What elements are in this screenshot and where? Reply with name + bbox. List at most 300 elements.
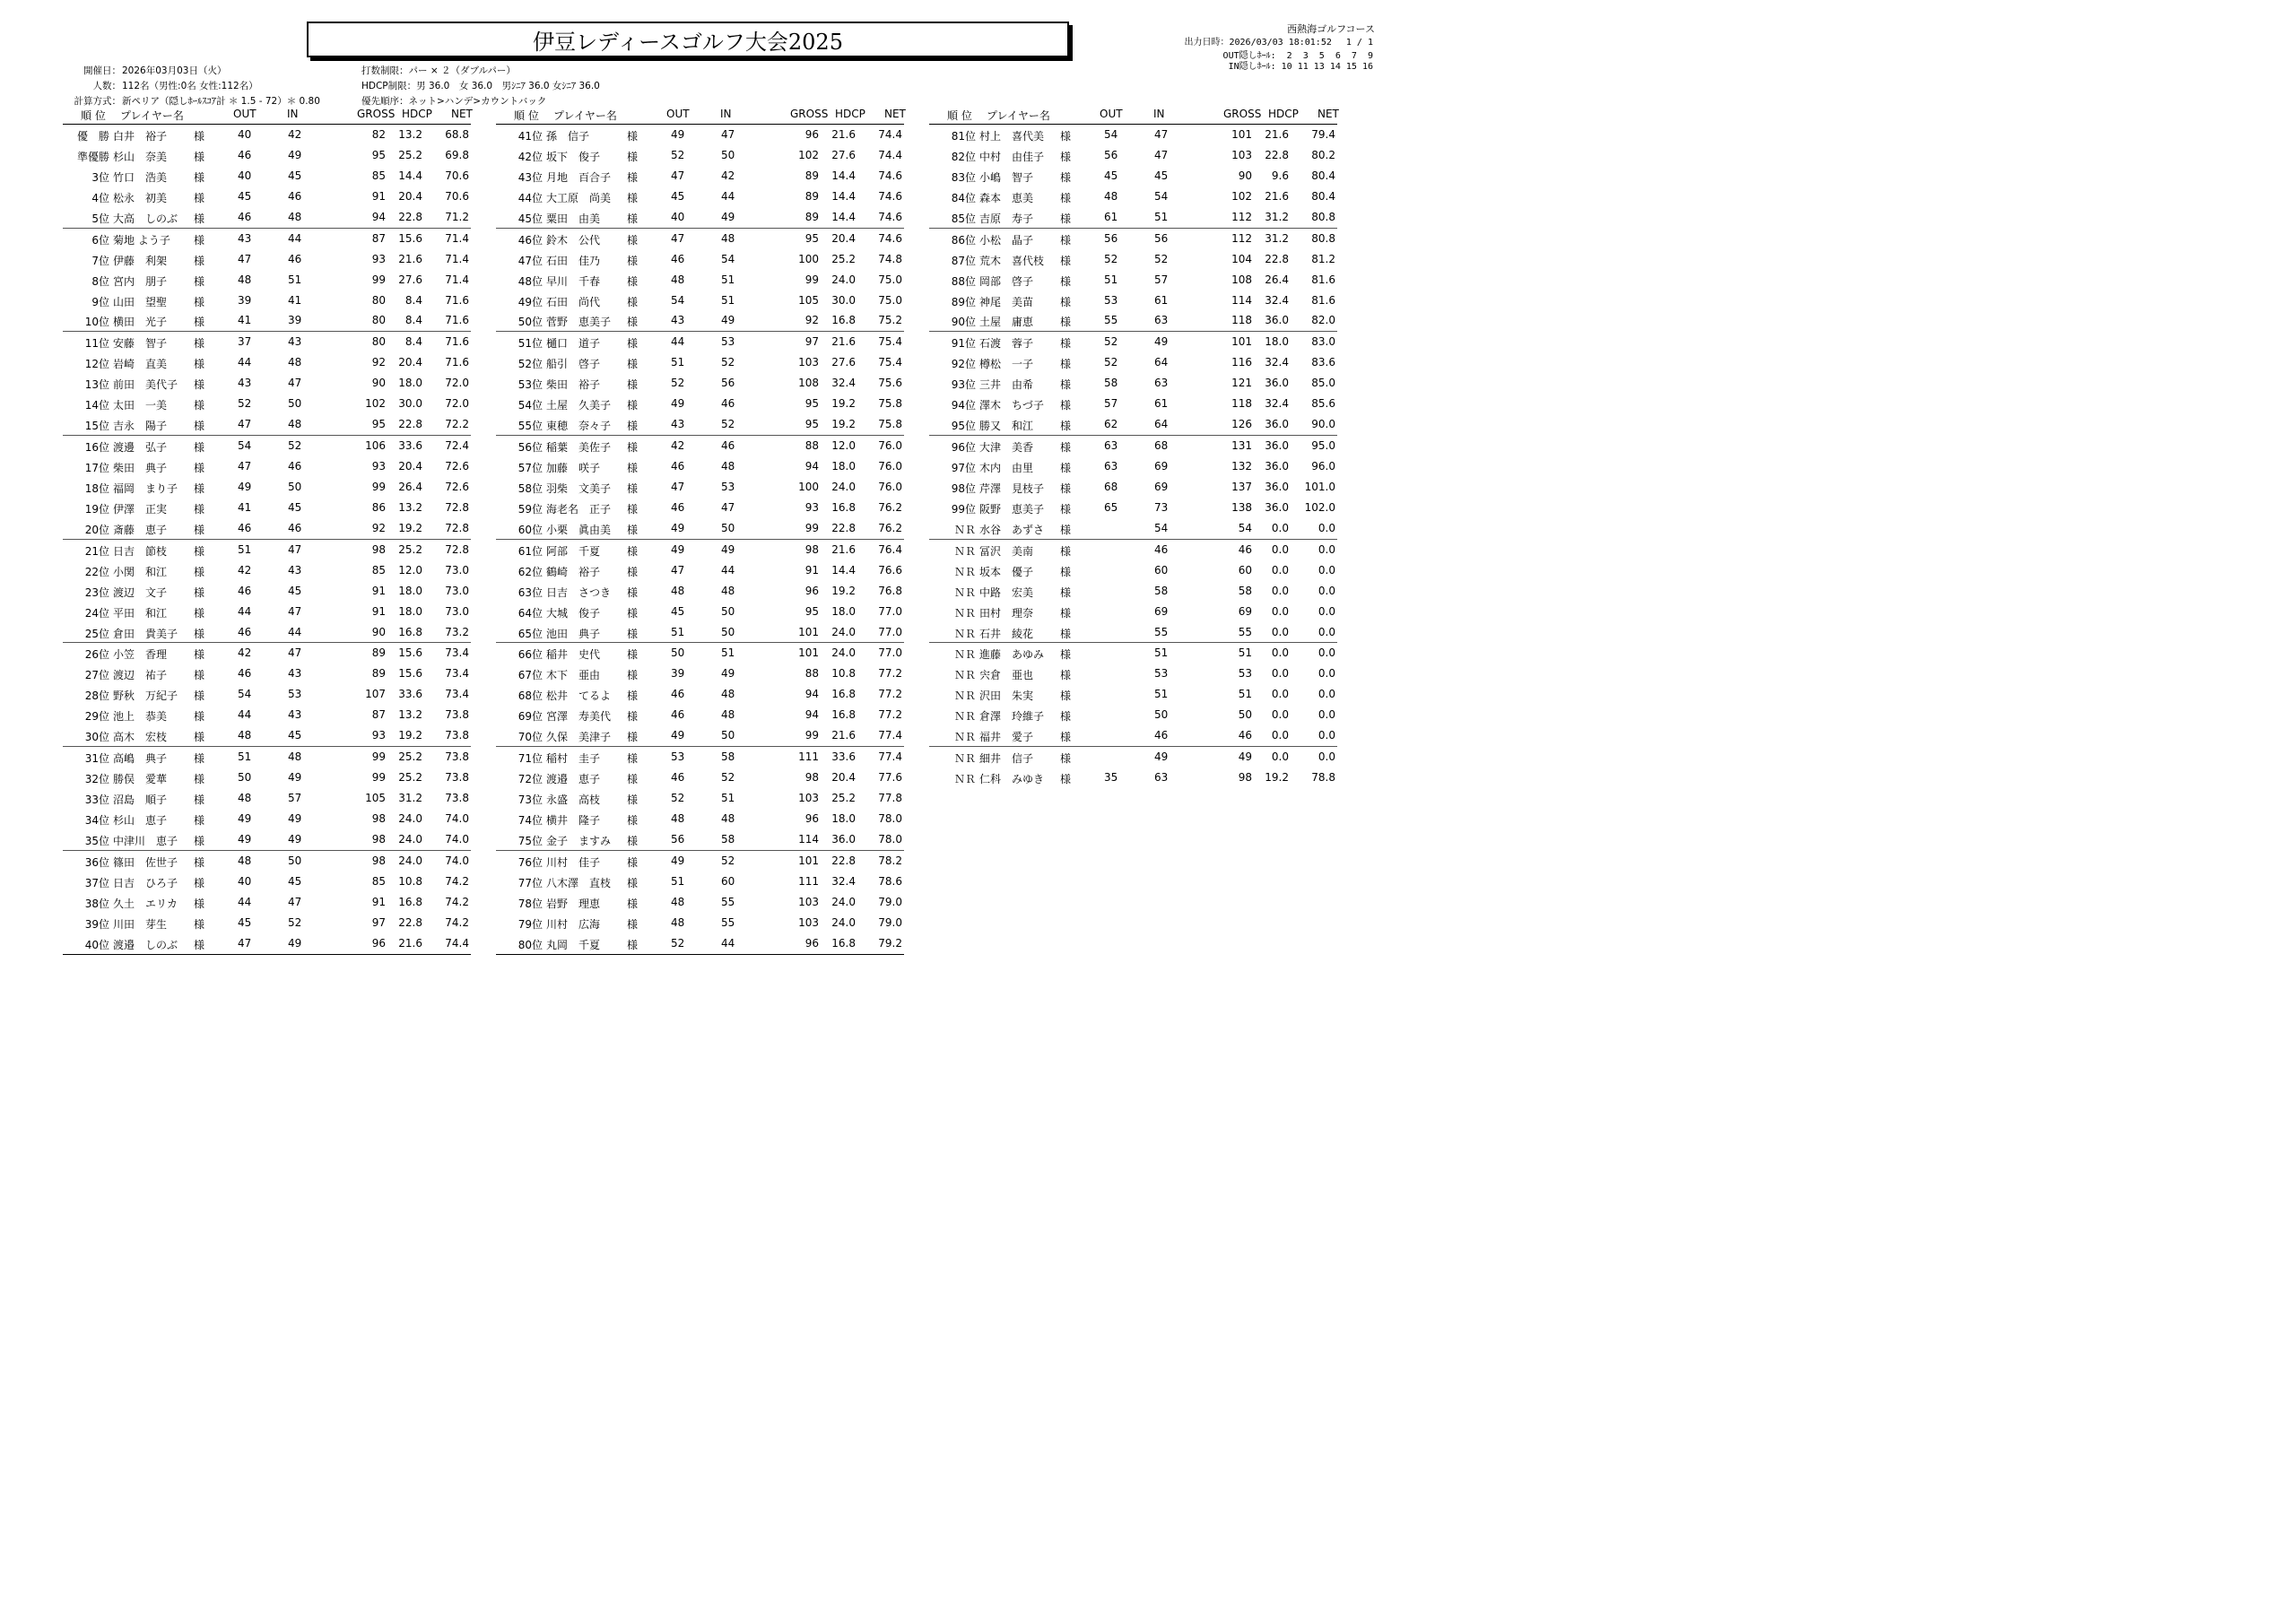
in-score: 47 xyxy=(288,604,302,618)
table-row xyxy=(496,643,904,664)
honorific: 様 xyxy=(627,233,639,247)
net-score: 71.6 xyxy=(445,356,469,369)
rank: 55位 xyxy=(517,420,543,433)
net-score: 0.0 xyxy=(1318,521,1335,534)
hdcp-value: 14.4 xyxy=(831,169,856,182)
table-row xyxy=(496,436,904,456)
header-net: NET xyxy=(1318,108,1339,120)
honorific: 様 xyxy=(627,627,639,640)
table-row xyxy=(929,436,1337,456)
out-score: 42 xyxy=(238,646,252,660)
in-score: 51 xyxy=(288,273,302,286)
net-score: 82.0 xyxy=(1311,314,1335,327)
net-score: 74.6 xyxy=(878,169,902,182)
gross-score: 132 xyxy=(1231,460,1252,473)
honorific: 様 xyxy=(194,565,205,578)
out-score: 43 xyxy=(238,377,252,390)
rank: 45位 xyxy=(517,212,543,225)
table-row xyxy=(63,186,471,207)
in-score: 43 xyxy=(288,335,302,349)
rank: 95位 xyxy=(951,420,976,433)
player-name: 冨沢 美南 xyxy=(979,544,1034,558)
player-name: 伊澤 正実 xyxy=(113,502,168,516)
hdcp-value: 22.8 xyxy=(1265,252,1289,265)
hdcp-value: 22.8 xyxy=(831,521,856,534)
honorific: 様 xyxy=(1060,752,1072,766)
honorific: 様 xyxy=(627,710,639,724)
rank: 70位 xyxy=(517,731,543,744)
gross-score: 94 xyxy=(804,460,819,473)
net-score: 0.0 xyxy=(1318,750,1335,764)
player-name: 岩野 理恵 xyxy=(546,897,601,910)
net-score: 72.6 xyxy=(445,460,469,473)
date-label: 開催日： xyxy=(83,65,121,76)
out-score: 54 xyxy=(238,688,252,701)
player-name: 横井 隆子 xyxy=(546,813,601,827)
net-score: 76.4 xyxy=(878,542,902,556)
player-name: 進藤 あゆみ xyxy=(979,648,1045,662)
in-score: 43 xyxy=(288,563,302,577)
out-score: 54 xyxy=(1104,128,1118,141)
player-name: 渡邊 弘子 xyxy=(113,441,168,455)
hdcp-value: 21.6 xyxy=(398,252,422,265)
net-score: 74.6 xyxy=(878,210,902,223)
rank: 21位 xyxy=(84,544,109,558)
gross-score: 55 xyxy=(1238,625,1252,638)
gross-score: 138 xyxy=(1231,500,1252,514)
honorific: 様 xyxy=(627,752,639,766)
hdcp-value: 0.0 xyxy=(1271,521,1289,534)
out-score: 48 xyxy=(671,915,685,929)
honorific: 様 xyxy=(627,274,639,288)
honorific: 様 xyxy=(1060,337,1072,351)
hdcp-value: 19.2 xyxy=(831,418,856,431)
net-score: 77.0 xyxy=(878,604,902,618)
hdcp-value: 30.0 xyxy=(831,293,856,307)
honorific: 様 xyxy=(194,876,205,889)
net-score: 76.0 xyxy=(878,460,902,473)
rank: 3位 xyxy=(91,170,109,184)
in-score: 47 xyxy=(288,542,302,556)
hdcp-value: 36.0 xyxy=(1265,377,1289,390)
net-score: 73.8 xyxy=(445,792,469,804)
rank: 89位 xyxy=(951,295,976,308)
player-name: 川村 佳子 xyxy=(546,855,601,869)
hdcp-value: 32.4 xyxy=(1265,293,1289,307)
in-score: 48 xyxy=(721,231,735,245)
gross-score: 112 xyxy=(1231,210,1252,223)
honorific: 様 xyxy=(1060,420,1072,433)
honorific: 様 xyxy=(627,855,639,869)
honorific: 様 xyxy=(194,191,205,204)
honorific: 様 xyxy=(1060,462,1072,474)
table-row xyxy=(63,913,471,933)
rank: 80位 xyxy=(517,938,543,951)
hdcp-value: 32.4 xyxy=(1265,397,1289,411)
table-row xyxy=(929,456,1337,477)
rank: 6位 xyxy=(91,233,109,247)
gross-score: 80 xyxy=(371,314,386,327)
rank: 59位 xyxy=(517,502,543,516)
honorific: 様 xyxy=(194,399,205,412)
player-name: 前田 美代子 xyxy=(113,378,178,392)
rank: 87位 xyxy=(951,254,976,267)
rank: 19位 xyxy=(84,502,109,516)
honorific: 様 xyxy=(1060,606,1072,620)
net-score: 72.8 xyxy=(445,500,469,514)
in-score: 60 xyxy=(1154,563,1169,577)
gross-score: 103 xyxy=(798,915,819,929)
honorific: 様 xyxy=(194,170,205,184)
table-row xyxy=(496,725,904,747)
gross-score: 101 xyxy=(798,854,819,867)
in-score: 52 xyxy=(288,915,302,929)
honorific: 様 xyxy=(1060,212,1072,225)
honorific: 様 xyxy=(1060,399,1072,412)
net-score: 71.6 xyxy=(445,314,469,327)
gross-score: 93 xyxy=(371,729,386,742)
net-score: 81.6 xyxy=(1311,273,1335,286)
player-name: 加藤 咲子 xyxy=(546,462,601,474)
table-row xyxy=(63,705,471,725)
honorific: 様 xyxy=(194,648,205,662)
table-row xyxy=(929,747,1337,768)
gross-score: 93 xyxy=(371,460,386,473)
gross-score: 89 xyxy=(371,646,386,660)
in-score: 52 xyxy=(721,854,735,867)
in-score: 48 xyxy=(721,460,735,473)
hdcp-value: 18.0 xyxy=(831,811,856,825)
honorific: 様 xyxy=(194,358,205,371)
table-row xyxy=(929,540,1337,560)
out-hidden-holes: OUT隠しﾎｰﾙ: 2 3 5 6 7 9 xyxy=(1222,51,1373,61)
net-score: 72.2 xyxy=(445,418,469,431)
column-header xyxy=(929,104,1337,125)
out-score: 53 xyxy=(671,750,685,764)
net-score: 78.6 xyxy=(878,874,902,888)
in-score: 56 xyxy=(721,377,735,390)
honorific: 様 xyxy=(1060,773,1072,786)
net-score: 0.0 xyxy=(1318,625,1335,638)
table-row xyxy=(496,684,904,705)
hdcp-value: 0.0 xyxy=(1271,604,1289,618)
in-score: 49 xyxy=(288,771,302,785)
honorific: 様 xyxy=(194,731,205,744)
gross-score: 118 xyxy=(1231,397,1252,411)
net-score: 74.4 xyxy=(878,148,902,161)
net-score: 80.2 xyxy=(1311,148,1335,161)
in-score: 50 xyxy=(721,604,735,618)
in-score: 45 xyxy=(288,169,302,182)
out-score: 44 xyxy=(238,356,252,369)
gross-score: 46 xyxy=(1238,729,1252,742)
gross-score: 114 xyxy=(1231,293,1252,307)
hdcp-value: 14.4 xyxy=(831,210,856,223)
rank: 10位 xyxy=(84,316,109,329)
honorific: 様 xyxy=(194,855,205,869)
gross-score: 96 xyxy=(804,128,819,141)
table-row xyxy=(63,829,471,851)
in-score: 48 xyxy=(721,688,735,701)
player-name: 小松 晶子 xyxy=(979,233,1034,247)
gross-score: 108 xyxy=(798,377,819,390)
table-row xyxy=(63,892,471,913)
hdcp-value: 32.4 xyxy=(831,377,856,390)
table-row xyxy=(929,332,1337,352)
out-score: 57 xyxy=(1104,397,1118,411)
net-score: 75.2 xyxy=(878,314,902,327)
net-score: 75.8 xyxy=(878,418,902,431)
net-score: 77.6 xyxy=(878,771,902,785)
header-rank: 順 位 xyxy=(514,109,539,122)
hdcp-value: 18.0 xyxy=(1265,335,1289,349)
hdcp-value: 0.0 xyxy=(1271,729,1289,742)
net-score: 76.0 xyxy=(878,480,902,493)
rank: 82位 xyxy=(951,150,976,163)
rank: 61位 xyxy=(517,544,543,558)
hdcp-value: 18.0 xyxy=(398,377,422,390)
in-score: 46 xyxy=(721,439,735,453)
in-score: 46 xyxy=(1154,542,1169,556)
gross-score: 93 xyxy=(804,500,819,514)
net-score: 73.4 xyxy=(445,646,469,660)
header-in: IN xyxy=(720,108,732,120)
net-score: 96.0 xyxy=(1311,460,1335,473)
in-score: 52 xyxy=(288,439,302,453)
honorific: 様 xyxy=(627,606,639,620)
honorific: 様 xyxy=(1060,731,1072,744)
out-score: 46 xyxy=(238,148,252,161)
net-score: 0.0 xyxy=(1318,708,1335,722)
gross-score: 90 xyxy=(371,377,386,390)
gross-score: 111 xyxy=(798,750,819,764)
out-score: 47 xyxy=(671,231,685,245)
player-name: 海老名 正子 xyxy=(546,502,612,516)
table-row xyxy=(496,498,904,518)
table-row xyxy=(496,414,904,436)
player-name: 田村 理奈 xyxy=(979,606,1034,620)
table-row xyxy=(63,394,471,414)
gross-score: 87 xyxy=(371,708,386,722)
rank: 11位 xyxy=(84,337,109,351)
in-score: 50 xyxy=(721,148,735,161)
gross-score: 60 xyxy=(1238,563,1252,577)
net-score: 0.0 xyxy=(1318,667,1335,681)
table-row xyxy=(63,373,471,394)
honorific: 様 xyxy=(194,233,205,247)
net-score: 74.2 xyxy=(445,915,469,929)
rank: 14位 xyxy=(84,399,109,412)
out-score: 48 xyxy=(671,811,685,825)
gross-score: 95 xyxy=(804,604,819,618)
out-score: 48 xyxy=(238,854,252,867)
in-score: 44 xyxy=(721,563,735,577)
rank: ＮＲ xyxy=(953,669,976,682)
table-row xyxy=(63,809,471,829)
player-name: 中津川 恵子 xyxy=(113,834,178,847)
rank: 16位 xyxy=(84,441,109,455)
gross-score: 50 xyxy=(1238,708,1252,722)
player-name: 渡邉 恵子 xyxy=(546,773,601,786)
header-out: OUT xyxy=(1100,108,1123,120)
out-score: 52 xyxy=(671,377,685,390)
gross-score: 103 xyxy=(798,792,819,804)
out-score: 48 xyxy=(238,792,252,804)
net-score: 78.8 xyxy=(1311,771,1335,785)
honorific: 様 xyxy=(1060,523,1072,536)
hdcp-value: 19.2 xyxy=(398,729,422,742)
in-score: 44 xyxy=(288,231,302,245)
header-out: OUT xyxy=(666,108,690,120)
rank: 93位 xyxy=(951,378,976,392)
honorific: 様 xyxy=(194,690,205,703)
honorific: 様 xyxy=(194,130,205,143)
rank: ＮＲ xyxy=(953,690,976,703)
table-row xyxy=(929,414,1337,436)
out-score: 56 xyxy=(671,832,685,846)
hdcp-value: 36.0 xyxy=(1265,439,1289,453)
gross-score: 102 xyxy=(1231,189,1252,203)
rank: 48位 xyxy=(517,274,543,288)
net-score: 72.8 xyxy=(445,542,469,556)
gross-score: 131 xyxy=(1231,439,1252,453)
honorific: 様 xyxy=(194,917,205,931)
net-score: 74.0 xyxy=(445,811,469,825)
hdcp-value: 8.4 xyxy=(404,314,422,327)
table-row xyxy=(63,581,471,602)
gross-score: 85 xyxy=(371,169,386,182)
rank: 9位 xyxy=(91,295,109,308)
honorific: 様 xyxy=(1060,585,1072,599)
out-score: 42 xyxy=(671,439,685,453)
player-name: 勝俣 愛華 xyxy=(113,773,168,786)
net-score: 72.0 xyxy=(445,377,469,390)
calc-value: 新ペリア（隠しﾎｰﾙｽｺｱ計 ＊ 1.5 - 72）＊ 0.80 xyxy=(122,96,320,107)
player-name: 芹澤 見枝子 xyxy=(979,481,1045,495)
hdcp-value: 19.2 xyxy=(1265,771,1289,785)
table-row xyxy=(63,664,471,684)
rank: 36位 xyxy=(84,855,109,869)
rank: 76位 xyxy=(517,855,543,869)
player-name: 粟田 由美 xyxy=(546,212,601,225)
in-score: 53 xyxy=(1154,667,1169,681)
honorific: 様 xyxy=(627,917,639,931)
honorific: 様 xyxy=(194,502,205,516)
hdcp-value: 25.2 xyxy=(398,148,422,161)
hdcp-value: 0.0 xyxy=(1271,563,1289,577)
net-score: 71.2 xyxy=(445,210,469,223)
gross-score: 102 xyxy=(798,148,819,161)
player-name: 池田 典子 xyxy=(546,627,601,640)
table-end-line xyxy=(496,954,904,955)
honorific: 様 xyxy=(194,212,205,225)
table-row xyxy=(496,456,904,477)
table-row xyxy=(496,477,904,498)
table-row xyxy=(929,518,1337,540)
gross-score: 95 xyxy=(804,231,819,245)
table-row xyxy=(63,352,471,373)
gross-score: 80 xyxy=(371,293,386,307)
in-score: 50 xyxy=(1154,708,1169,722)
rank: 25位 xyxy=(84,627,109,640)
header-hdcp: HDCP xyxy=(1268,108,1299,120)
honorific: 様 xyxy=(194,378,205,392)
rank: 86位 xyxy=(951,233,976,247)
net-score: 75.8 xyxy=(878,397,902,411)
header-rank: 順 位 xyxy=(81,109,106,122)
rank: 90位 xyxy=(951,316,976,329)
gross-score: 112 xyxy=(1231,231,1252,245)
hdcp-value: 18.0 xyxy=(398,604,422,618)
in-score: 47 xyxy=(721,128,735,141)
out-score: 51 xyxy=(238,750,252,764)
net-score: 74.0 xyxy=(445,854,469,867)
in-score: 58 xyxy=(721,832,735,846)
player-name: 村上 喜代美 xyxy=(979,130,1045,143)
gross-score: 91 xyxy=(371,895,386,908)
honorific: 様 xyxy=(627,669,639,682)
in-score: 51 xyxy=(721,792,735,804)
net-score: 83.6 xyxy=(1311,356,1335,369)
out-score: 48 xyxy=(238,729,252,742)
hdcp-value: 18.0 xyxy=(398,584,422,597)
column-header xyxy=(496,104,904,125)
table-row xyxy=(929,581,1337,602)
hdcp-value: 0.0 xyxy=(1271,584,1289,597)
net-score: 77.4 xyxy=(878,750,902,764)
net-score: 70.6 xyxy=(445,169,469,182)
honorific: 様 xyxy=(1060,254,1072,267)
net-score: 0.0 xyxy=(1318,563,1335,577)
rank: 84位 xyxy=(951,191,976,204)
net-score: 79.0 xyxy=(878,895,902,908)
rank: ＮＲ xyxy=(953,523,976,536)
gross-score: 99 xyxy=(371,273,386,286)
honorific: 様 xyxy=(194,544,205,558)
gross-score: 103 xyxy=(798,895,819,908)
net-score: 71.4 xyxy=(445,273,469,286)
net-score: 68.8 xyxy=(445,128,469,141)
count-value: 112名（男性:0名 女性:112名） xyxy=(122,81,258,91)
hdcp-value: 21.6 xyxy=(1265,128,1289,141)
honorific: 様 xyxy=(1060,481,1072,495)
gross-score: 94 xyxy=(371,210,386,223)
hdcp-value: 18.0 xyxy=(831,604,856,618)
rank: 51位 xyxy=(517,337,543,351)
hdcp-value: 33.6 xyxy=(831,750,856,764)
out-score: 40 xyxy=(238,128,252,141)
table-row xyxy=(496,249,904,270)
gross-score: 103 xyxy=(1231,148,1252,161)
out-score: 47 xyxy=(238,460,252,473)
player-name: 土屋 久美子 xyxy=(546,399,612,412)
net-score: 73.2 xyxy=(445,625,469,638)
out-score: 40 xyxy=(671,210,685,223)
hdcp-value: 24.0 xyxy=(831,915,856,929)
hdcp-value: 16.8 xyxy=(831,936,856,950)
gross-score: 86 xyxy=(371,500,386,514)
net-score: 76.2 xyxy=(878,521,902,534)
table-row xyxy=(496,394,904,414)
rank: 68位 xyxy=(517,690,543,703)
in-score: 46 xyxy=(288,252,302,265)
rank: 52位 xyxy=(517,358,543,371)
honorific: 様 xyxy=(1060,170,1072,184)
player-name: 荒木 喜代枝 xyxy=(979,254,1045,267)
in-score: 42 xyxy=(721,169,735,182)
player-name: 日吉 さつき xyxy=(546,585,612,599)
header-hdcp: HDCP xyxy=(835,108,865,120)
